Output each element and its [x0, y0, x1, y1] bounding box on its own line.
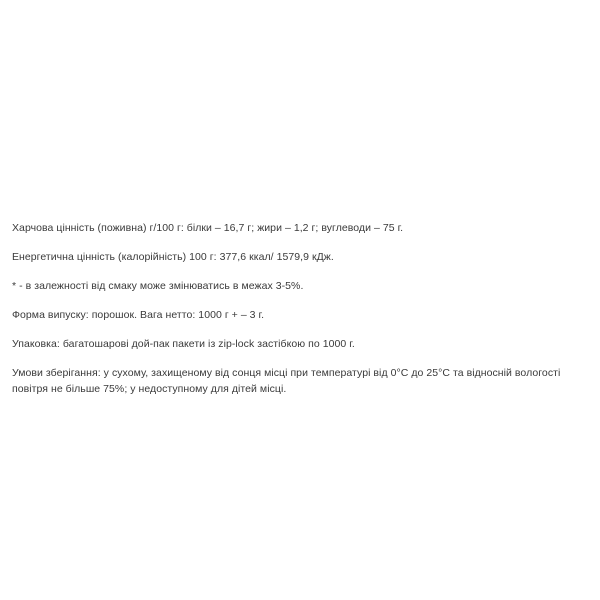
nutritional-value-text: Харчова цінність (поживна) г/100 г: білки – 16,7 г; жири – 1,2 г; вуглеводи – 75 г.	[12, 222, 404, 234]
packaging-text: Упаковка: багатошарові дой-пак пакети із zip-lock застібкою по 1000 г.	[12, 338, 355, 350]
energy-value-text: Енергетична цінність (калорійність) 100 г: 377,6 ккал/ 1579,9 кДж.	[12, 251, 334, 263]
product-description	[12, 220, 592, 410]
taste-variation-note: * - в залежності від смаку може змінюватись в межах 3-5%.	[12, 280, 304, 292]
storage-conditions-text: Умови зберігання: у сухому, захищеному від сонця місці при температурі від 0°С до 25°С та відносній вологості повітря не більше 75%; у недоступному для дітей місці.	[12, 367, 561, 395]
release-form-text: Форма випуску: порошок. Вага нетто: 1000 г + – 3 г.	[12, 309, 265, 321]
